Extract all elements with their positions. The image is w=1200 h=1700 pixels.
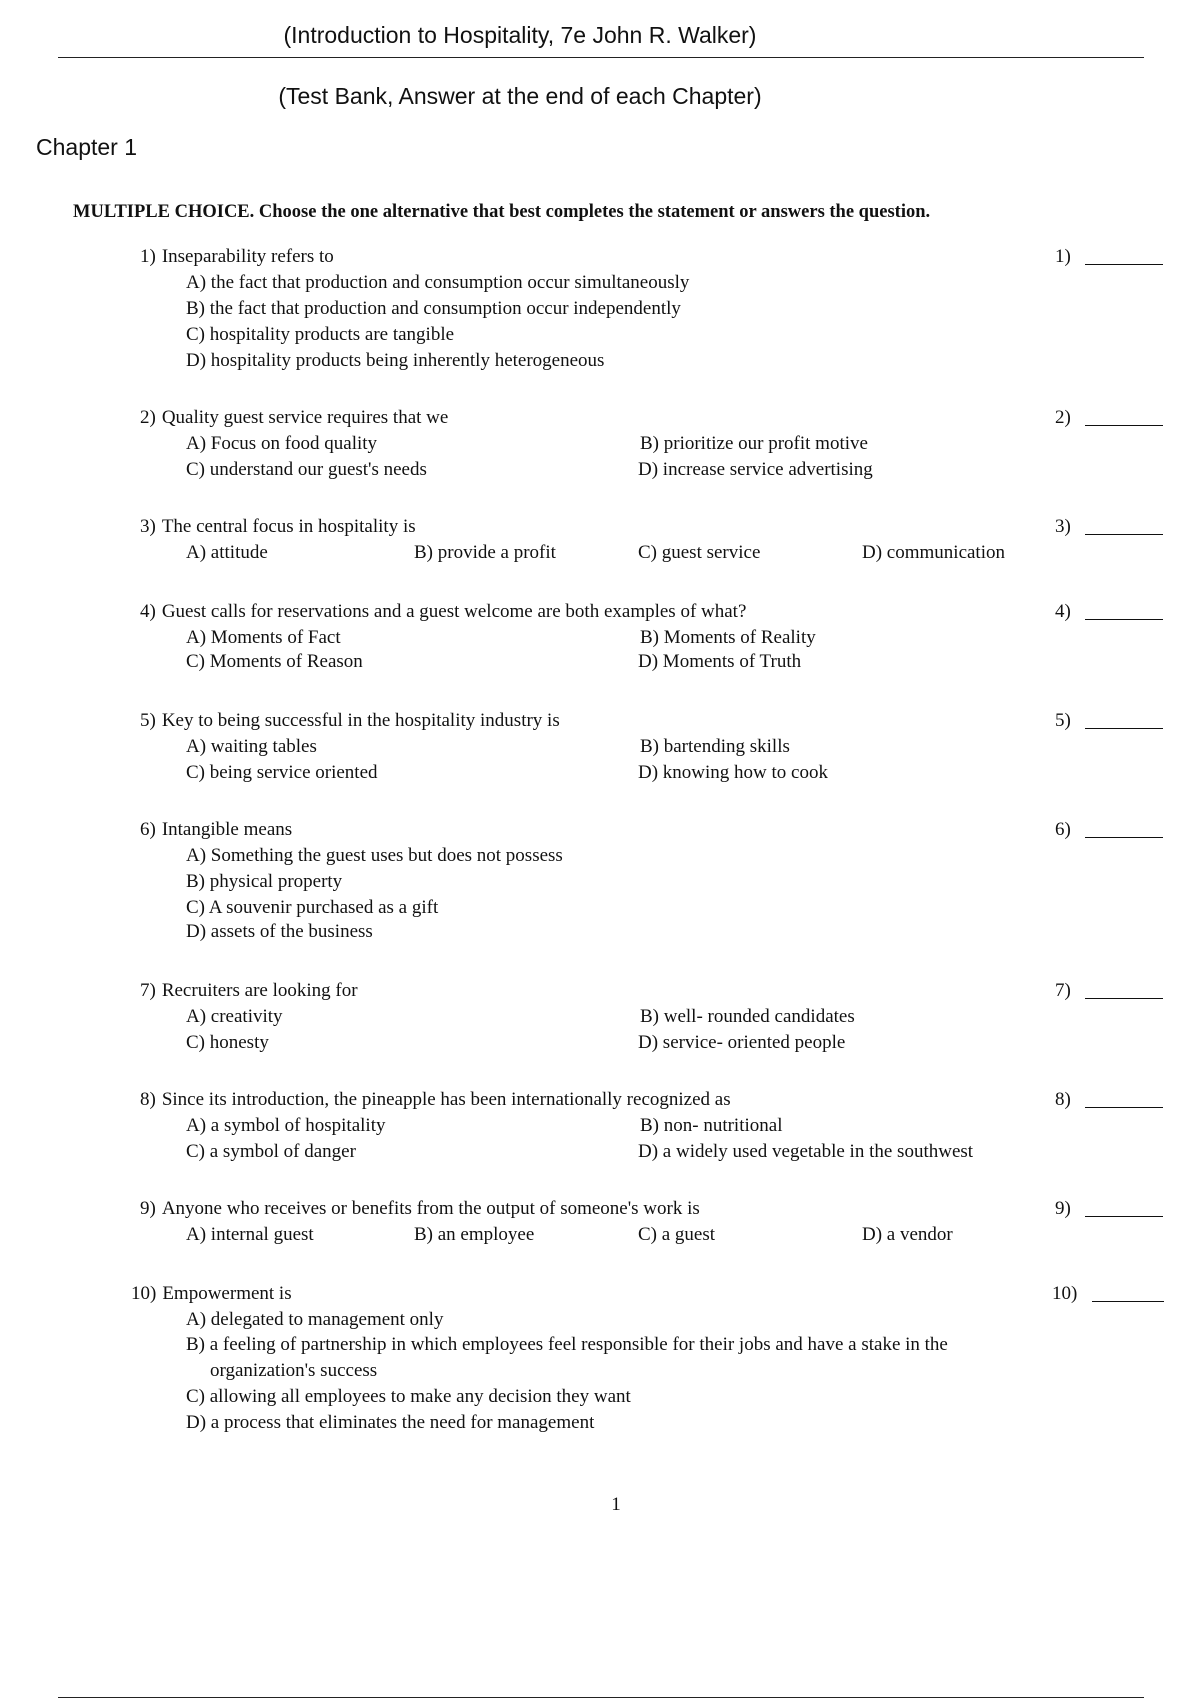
- option-a: A) attitude: [186, 542, 268, 563]
- answer-number: 4): [1055, 601, 1071, 622]
- document-subtitle: (Test Bank, Answer at the end of each Chapter): [278, 83, 762, 109]
- answer-blank[interactable]: [1085, 534, 1163, 535]
- question-number: 2): [140, 407, 156, 428]
- option-d: D) a process that eliminates the need for management: [186, 1412, 595, 1433]
- answer-blank[interactable]: [1085, 837, 1163, 838]
- option-c: C) a symbol of danger: [186, 1141, 356, 1162]
- answer-blank[interactable]: [1085, 425, 1163, 426]
- answer-number: 9): [1055, 1198, 1071, 1219]
- option-d: D) knowing how to cook: [638, 762, 828, 783]
- option-d: D) hospitality products being inherently heterogeneous: [186, 350, 605, 371]
- question-stem: The central focus in hospitality is: [161, 516, 416, 537]
- option-b: B) an employee: [414, 1224, 535, 1245]
- option-d: D) assets of the business: [186, 921, 373, 942]
- option-d: D) service- oriented people: [638, 1032, 846, 1053]
- option-b: B) bartending skills: [640, 736, 790, 757]
- answer-blank[interactable]: [1085, 1107, 1163, 1108]
- answer-number: 8): [1055, 1089, 1071, 1110]
- option-a: A) Something the guest uses but does not possess: [186, 845, 563, 866]
- instructions-lead: MULTIPLE CHOICE.: [73, 202, 255, 222]
- question-number: 8): [140, 1089, 156, 1110]
- question-stem: Quality guest service requires that we: [161, 407, 449, 428]
- option-c: C) allowing all employees to make any decision they want: [186, 1386, 631, 1407]
- question-number: 10): [131, 1283, 157, 1304]
- option-b: B) provide a profit: [414, 542, 556, 563]
- option-d: D) a widely used vegetable in the southwest: [638, 1141, 974, 1162]
- option-c: C) understand our guest's needs: [186, 459, 427, 480]
- answer-number: 5): [1055, 710, 1071, 731]
- question-stem: Key to being successful in the hospitality industry is: [161, 710, 560, 731]
- option-b: B) the fact that production and consumption occur independently: [186, 298, 681, 319]
- answer-blank[interactable]: [1085, 998, 1163, 999]
- page-number: 1: [611, 1494, 621, 1515]
- answer-number: 7): [1055, 980, 1071, 1001]
- question-stem: Inseparability refers to: [161, 246, 334, 267]
- option-c: C) A souvenir purchased as a gift: [186, 897, 439, 918]
- option-c: C) guest service: [638, 542, 761, 563]
- answer-number: 3): [1055, 516, 1071, 537]
- answer-blank[interactable]: [1092, 1301, 1164, 1302]
- option-b: B) physical property: [186, 871, 343, 892]
- option-a: A) internal guest: [186, 1224, 314, 1245]
- option-b: [186, 1332, 1026, 1384]
- option-b: B) Moments of Reality: [640, 627, 816, 648]
- option-b: B) non- nutritional: [640, 1115, 783, 1136]
- instructions-text: Choose the one alternative that best completes the statement or answers the question.: [258, 202, 931, 222]
- option-c: C) a guest: [638, 1224, 716, 1245]
- option-a: A) the fact that production and consumption occur simultaneously: [186, 272, 690, 293]
- answer-blank[interactable]: [1085, 619, 1163, 620]
- book-title: (Introduction to Hospitality, 7e John R. Walker): [283, 22, 757, 48]
- question-number: 3): [140, 516, 156, 537]
- option-c: C) hospitality products are tangible: [186, 324, 455, 345]
- option-c: C) Moments of Reason: [186, 651, 363, 672]
- option-b: B) well- rounded candidates: [640, 1006, 855, 1027]
- answer-blank[interactable]: [1085, 1216, 1163, 1217]
- option-c: C) honesty: [186, 1032, 269, 1053]
- question-number: 7): [140, 980, 156, 1001]
- option-b: B) prioritize our profit motive: [640, 433, 868, 454]
- option-d: D) Moments of Truth: [638, 651, 802, 672]
- option-a: A) a symbol of hospitality: [186, 1115, 386, 1136]
- question-number: 5): [140, 710, 156, 731]
- question-number: 4): [140, 601, 156, 622]
- option-d: D) increase service advertising: [638, 459, 873, 480]
- chapter-heading: Chapter 1: [36, 134, 138, 160]
- option-a: A) Moments of Fact: [186, 627, 341, 648]
- answer-number: 6): [1055, 819, 1071, 840]
- question-stem: Since its introduction, the pineapple has been internationally recognized as: [161, 1089, 731, 1110]
- option-c: C) being service oriented: [186, 762, 378, 783]
- option-a: A) creativity: [186, 1006, 283, 1027]
- option-b-text: B) a feeling of partnership in which employees feel responsible for their jobs and have a stake in the organization's success: [186, 1334, 948, 1381]
- question-stem: Recruiters are looking for: [161, 980, 358, 1001]
- option-a: A) Focus on food quality: [186, 433, 378, 454]
- option-a: A) delegated to management only: [186, 1309, 444, 1330]
- option-d: D) a vendor: [862, 1224, 953, 1245]
- answer-blank[interactable]: [1085, 264, 1163, 265]
- answer-number: 1): [1055, 246, 1071, 267]
- answer-blank[interactable]: [1085, 728, 1163, 729]
- answer-number: 2): [1055, 407, 1071, 428]
- footer-rule: [58, 1697, 1144, 1698]
- question-stem: Anyone who receives or benefits from the output of someone's work is: [161, 1198, 700, 1219]
- option-a: A) waiting tables: [186, 736, 317, 757]
- question-stem: Empowerment is: [162, 1283, 292, 1304]
- question-stem: Intangible means: [161, 819, 293, 840]
- question-stem: Guest calls for reservations and a guest welcome are both examples of what?: [161, 601, 747, 622]
- question-number: 6): [140, 819, 156, 840]
- question-number: 1): [140, 246, 156, 267]
- answer-number: 10): [1052, 1283, 1078, 1304]
- option-d: D) communication: [862, 542, 1005, 563]
- question-number: 9): [140, 1198, 156, 1219]
